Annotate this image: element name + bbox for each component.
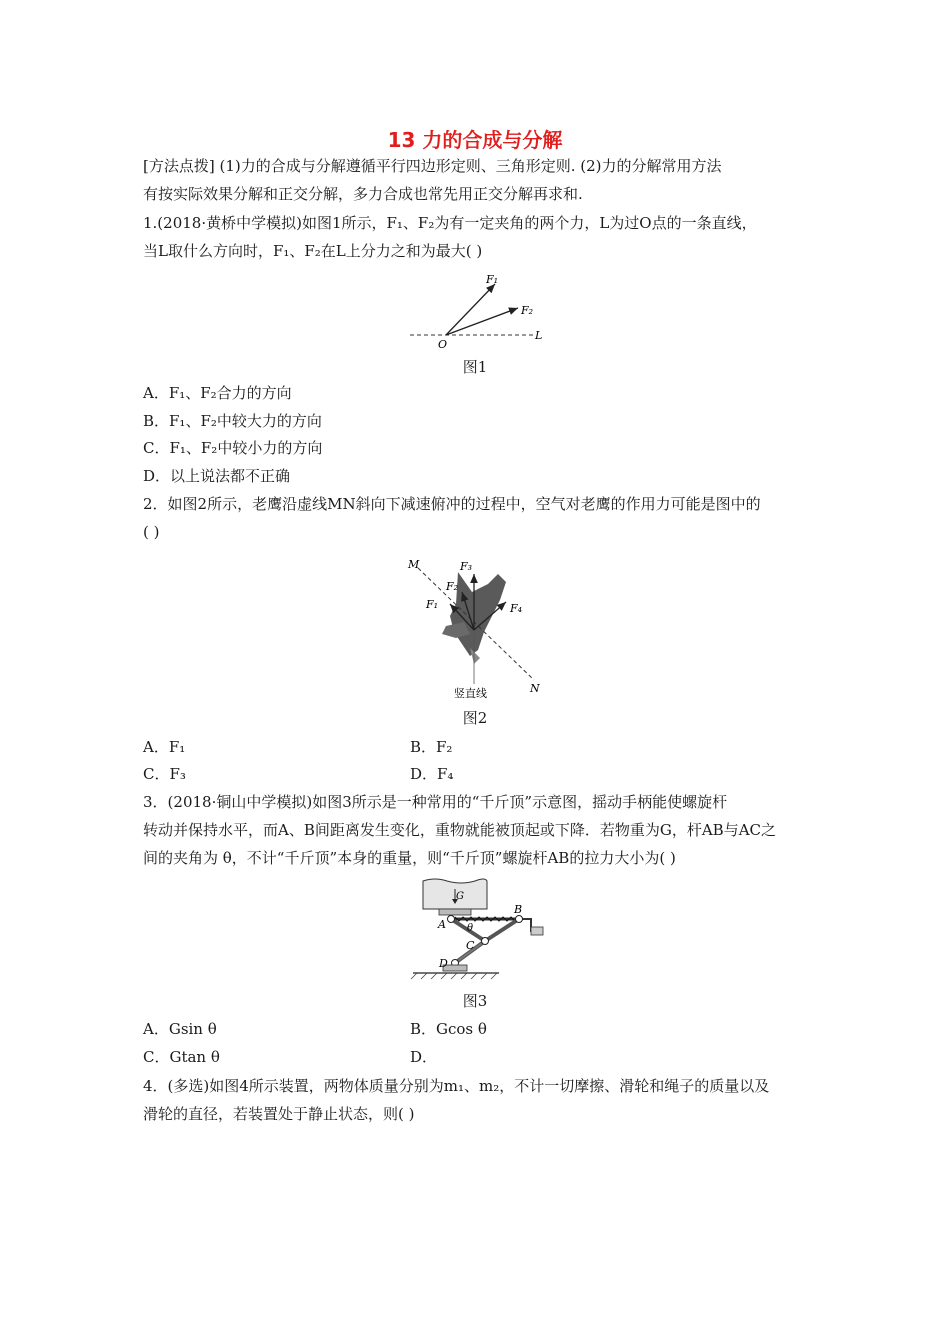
figure-3-jack-diagram [405, 875, 555, 987]
figure-1-force-diagram [400, 266, 560, 356]
label-b: B [514, 903, 523, 916]
q1-option-d: D．以上说法都不正确 [143, 467, 291, 485]
figure-3-caption: 图3 [462, 992, 488, 1010]
label-theta: θ [467, 923, 474, 934]
method-tip-line-2: 有按实际效果分解和正交分解，多力合成也常先用正交分解再求和. [143, 185, 583, 203]
q2-stem-line-1: 2．如图2所示，老鹰沿虚线MN斜向下减速俯冲的过程中，空气对老鹰的作用力可能是图中的 [143, 495, 761, 513]
label-vertical-line: 竖直线 [454, 687, 487, 700]
q2-option-a: A．F₁ [143, 738, 186, 756]
q3-option-a: A．Gsin θ [143, 1020, 217, 1038]
q3-option-b: B．Gcos θ [410, 1020, 487, 1038]
label-o: O [438, 338, 448, 351]
figure-2-caption: 图2 [462, 709, 488, 727]
q1-option-a: A．F₁、F₂合力的方向 [143, 384, 292, 402]
label-f3: F₃ [460, 560, 473, 573]
label-c: C [466, 939, 475, 952]
page-title: 13 力的合成与分解 [387, 128, 563, 152]
q2-option-c: C．F₃ [143, 765, 186, 783]
label-m: M [408, 558, 420, 571]
label-l: L [535, 329, 543, 342]
label-g: G [456, 891, 464, 902]
q2-option-b: B．F₂ [410, 738, 453, 756]
q1-stem-line-2: 当L取什么方向时，F₁、F₂在L上分力之和为最大( ) [143, 242, 483, 260]
vector-f2 [446, 308, 518, 335]
label-n: N [530, 682, 540, 695]
method-tip-line-1: [方法点拨] (1)力的合成与分解遵循平行四边形定则、三角形定则. (2)力的分解常用方法 [143, 157, 722, 175]
screw-rod [453, 917, 519, 921]
q2-option-d: D．F₄ [410, 765, 454, 783]
figure-1-caption: 图1 [462, 358, 488, 376]
label-f2: F₂ [446, 580, 459, 593]
q3-stem-line-1: 3．(2018·铜山中学模拟)如图3所示是一种常用的“千斤顶”示意图，摇动手柄能使螺旋杆 [143, 793, 728, 811]
label-f1: F₁ [426, 598, 439, 611]
q3-stem-line-3: 间的夹角为 θ，不计“千斤顶”本身的重量，则“千斤顶”螺旋杆AB的拉力大小为( ) [143, 849, 676, 867]
q3-stem-line-2: 转动并保持水平，而A、B间距离发生变化，重物就能被顶起或下降．若物重为G，杆AB与AC之 [143, 821, 777, 839]
q3-option-c: C．Gtan θ [143, 1048, 220, 1066]
q3-option-d: D． [410, 1048, 438, 1066]
q1-option-b: B．F₁、F₂中较大力的方向 [143, 412, 322, 430]
label-d: D [439, 957, 448, 970]
label-a: A [438, 918, 446, 931]
vector-f1 [446, 284, 495, 335]
q1-stem-line-1: 1.(2018·黄桥中学模拟)如图1所示，F₁、F₂为有一定夹角的两个力，L为过O点的一条直线， [143, 214, 757, 232]
line-mn [418, 568, 534, 680]
figure-2-eagle-diagram [400, 552, 560, 702]
arm-bc [485, 919, 519, 941]
label-f4: F₄ [510, 602, 523, 615]
q4-stem-line-2: 滑轮的直径，若装置处于静止状态，则( ) [143, 1105, 415, 1123]
q1-option-c: C．F₁、F₂中较小力的方向 [143, 439, 323, 457]
q2-stem-line-2: ( ) [143, 523, 160, 541]
q4-stem-line-1: 4．(多选)如图4所示装置，两物体质量分别为m₁、m₂，不计一切摩擦、滑轮和绳子的质量以及 [143, 1077, 770, 1095]
label-f2: F₂ [521, 304, 534, 317]
top-plate [439, 909, 471, 915]
label-f1: F₁ [486, 273, 499, 286]
